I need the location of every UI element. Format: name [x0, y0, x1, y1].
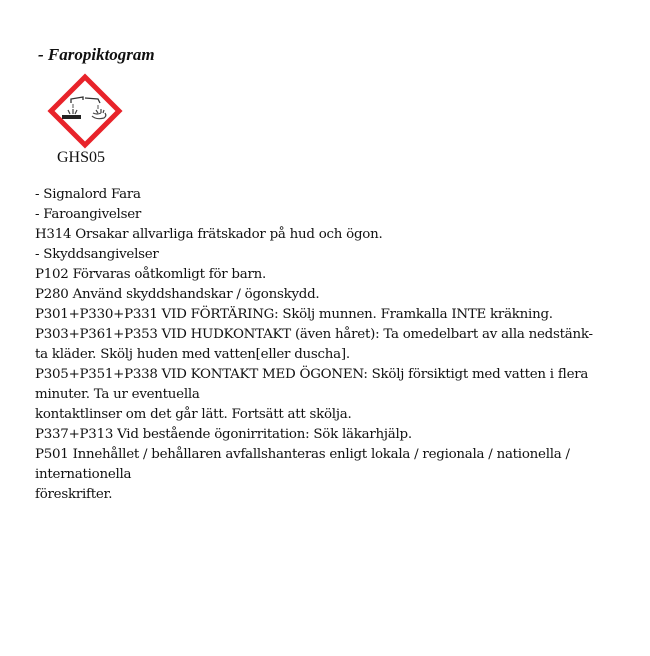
pictogram-code: GHS05 — [57, 149, 106, 166]
corrosion-icon — [46, 72, 124, 150]
h-statement: H314 Orsakar allvarliga frätskador på hud och ögon. — [35, 227, 383, 242]
signal-word-line: - Signalord Fara — [35, 187, 141, 202]
p-statement-continuation: föreskrifter. — [35, 487, 113, 502]
ghs05-pictogram — [46, 72, 124, 150]
p-statement-continuation: kontaktlinser om det går lätt. Fortsätt att skölja. — [35, 407, 352, 422]
p-statement: P303+P361+P353 VID HUDKONTAKT (även håret): Ta omedelbart av alla nedstänk- — [35, 327, 593, 342]
p-statement: P301+P330+P331 VID FÖRTÄRING: Skölj munnen. Framkalla INTE kräkning. — [35, 307, 553, 322]
precautionary-statements-heading: - Skyddsangivelser — [35, 247, 159, 262]
p-statement-continuation: ta kläder. Skölj huden med vatten[eller duscha]. — [35, 347, 350, 362]
p-statement: P305+P351+P338 VID KONTAKT MED ÖGONEN: Skölj försiktigt med vatten i flera — [35, 367, 589, 382]
hazard-statements — [35, 185, 625, 505]
p-statement: P280 Använd skyddshandskar / ögonskydd. — [35, 287, 320, 302]
p-statement-continuation: internationella — [35, 467, 132, 482]
section-heading: - Faropiktogram — [38, 45, 155, 64]
hazard-statements-heading: - Faroangivelser — [35, 207, 142, 222]
p-statement: P102 Förvaras oåtkomligt för barn. — [35, 267, 266, 282]
p-statement-continuation: minuter. Ta ur eventuella — [35, 387, 200, 402]
p-statement: P337+P313 Vid bestående ögonirritation: Sök läkarhjälp. — [35, 427, 412, 442]
p-statement: P501 Innehållet / behållaren avfallshanteras enligt lokala / regionala / nationella / — [35, 447, 570, 462]
